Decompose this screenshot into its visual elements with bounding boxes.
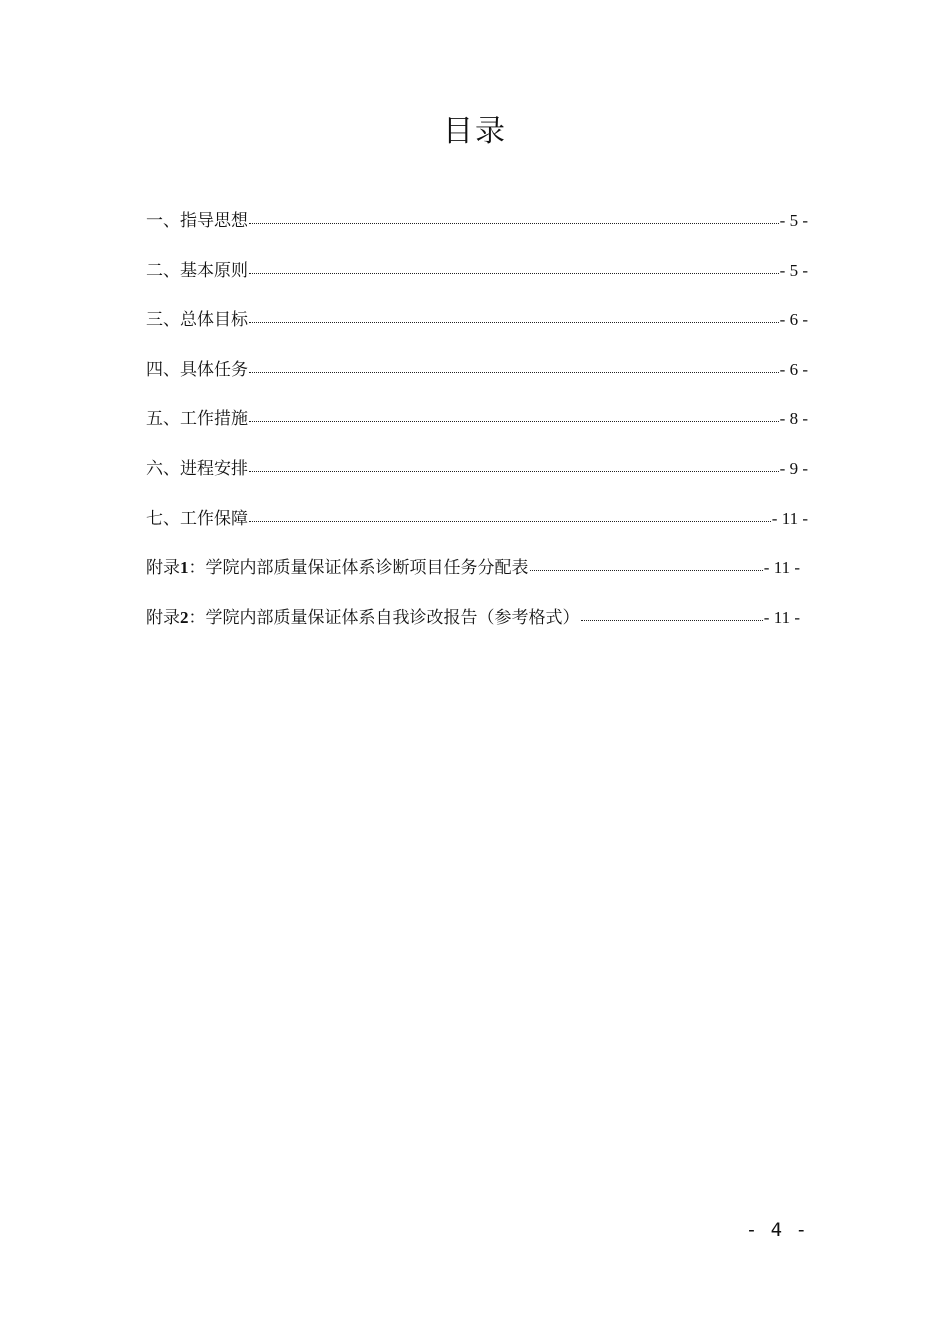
toc-appendix-label	[146, 604, 580, 632]
toc-entry[interactable]	[146, 454, 808, 504]
toc-entry-label: 五、工作措施	[146, 409, 248, 430]
toc-entry-label: 七、工作保障	[146, 508, 248, 529]
toc-appendix-entry[interactable]	[146, 603, 808, 653]
toc-entry[interactable]	[146, 256, 808, 306]
toc-appendix-entry[interactable]	[146, 553, 808, 603]
toc-leader-dots	[249, 305, 779, 325]
toc-entry-label: 二、基本原则	[146, 260, 248, 281]
toc-entry[interactable]	[146, 305, 808, 355]
toc-entry[interactable]	[146, 355, 808, 405]
toc-appendix-page: - 11 -	[763, 607, 800, 627]
toc-leader-dots	[249, 504, 771, 524]
appendix-prefix: 附录	[146, 558, 180, 579]
toc-leader-dots	[249, 256, 779, 276]
page-number: - 4 -	[745, 1219, 808, 1241]
toc-leader-dots	[249, 454, 779, 474]
toc-leader-dots	[249, 355, 779, 375]
toc-leader-dots	[581, 603, 763, 623]
toc-entry-label: 一、指导思想	[146, 211, 248, 231]
toc-entry-page: - 5 -	[779, 211, 808, 230]
appendix-number: 1	[180, 558, 189, 578]
appendix-title: ：学院内部质量保证体系自我诊改报告（参考格式）	[188, 607, 580, 628]
toc-leader-dots	[530, 553, 763, 573]
toc-entry-label: 六、进程安排	[146, 458, 248, 479]
appendix-prefix: 附录	[146, 607, 180, 628]
appendix-title: ：学院内部质量保证体系诊断项目任务分配表	[188, 558, 529, 579]
toc-entry-label: 三、总体目标	[146, 310, 248, 331]
appendix-number: 2	[180, 607, 189, 627]
toc-leader-dots	[249, 404, 779, 424]
toc-entry-page: - 8 -	[779, 409, 808, 429]
toc-entry-page: - 6 -	[779, 310, 808, 330]
toc-entry[interactable]	[146, 504, 808, 554]
toc-entry-page: - 6 -	[779, 359, 808, 379]
toc-appendix-label	[146, 554, 529, 582]
toc-appendix-page: - 11 -	[763, 558, 800, 578]
toc-entry-page: - 5 -	[779, 260, 808, 280]
toc-entry[interactable]	[146, 404, 808, 454]
toc-entry-page: - 11 -	[771, 508, 808, 528]
toc-entry-page: - 9 -	[779, 458, 808, 478]
toc-entry-label: 四、具体任务	[146, 359, 248, 380]
toc-entry[interactable]	[146, 206, 808, 256]
table-of-contents	[146, 206, 808, 652]
page-title: 目录	[443, 114, 507, 149]
toc-leader-dots	[249, 206, 779, 226]
